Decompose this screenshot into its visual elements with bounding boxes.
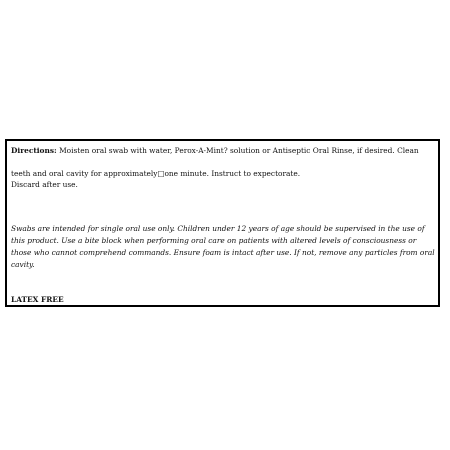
directions-line-2: teeth and oral cavity for approximately□one minute. Instruct to expectorate.: [11, 169, 301, 178]
directions-line-1: [11, 145, 419, 157]
directions-text-1: Moisten oral swab with water, Perox-A-Mint? solution or Antiseptic Oral Rinse, if desired. Clean: [56, 146, 419, 155]
latex-free-notice: LATEX FREE: [11, 295, 64, 304]
directions-line-3: Discard after use.: [11, 180, 78, 189]
directions-heading: Directions:: [11, 146, 57, 155]
product-label-panel: [5, 139, 440, 307]
usage-warning: Swabs are intended for single oral use only. Children under 12 years of age should be supervised in the use of this product. Use a bite block when performing oral care on patients with altered levels of consciousness or those who cannot comprehend commands. Ensure foam is intact after use. If not, remove any particles from oral cavity.: [11, 224, 435, 269]
